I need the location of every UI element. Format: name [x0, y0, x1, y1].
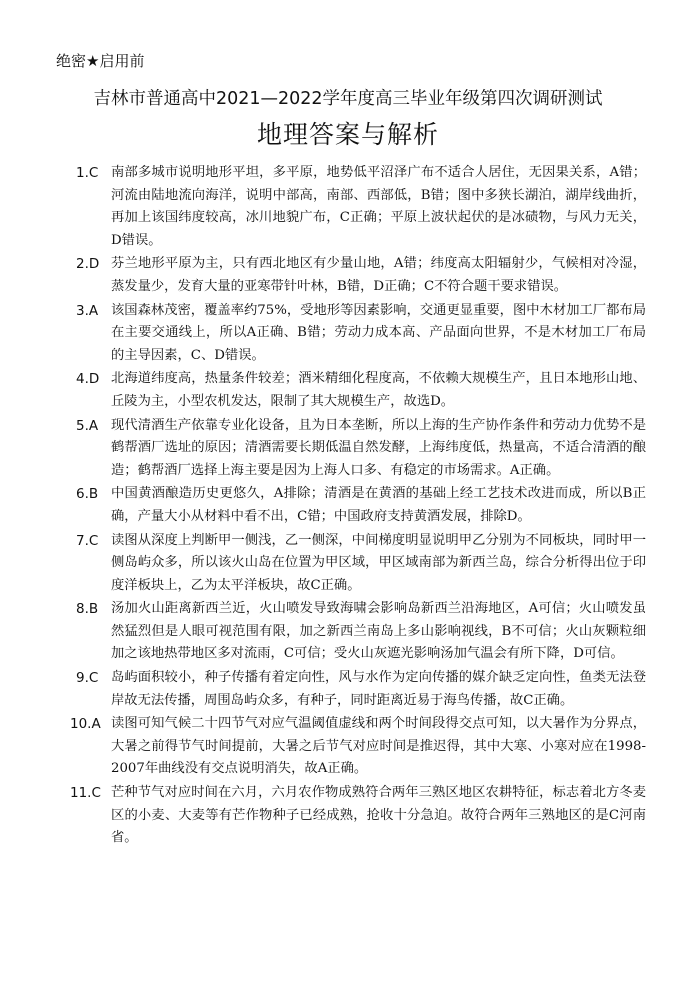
answer-choice: D: [88, 371, 100, 388]
answer-number: 2.D: [76, 256, 100, 273]
answer-choice: C: [91, 785, 101, 802]
answer-explanation: 芬兰地形平原为主，只有西北地区有少量山地，A错；纬度高太阳辐射少，气候相对冷湿，蒸发量少，发育大量的亚寒带针叶林，B错，D正确；C不符合题干要求错误。: [111, 256, 646, 294]
answer-number: 10.A: [70, 716, 101, 733]
answer-choice: B: [88, 601, 99, 618]
answer-number: 7.C: [76, 532, 99, 549]
answer-item-1: [76, 162, 646, 252]
answer-explanation: 汤加火山距离新西兰近，火山喷发导致海啸会影响岛新西兰沿海地区，A可信；火山喷发虽然猛烈但是人眼可视范围有限，加之新西兰南岛上多山影响视线，B不可信；火山灰颗粒细加之该地热带地区多对流雨，C可信；受火山灰遮光影响汤加气温会有所下降，D可信。: [111, 601, 646, 662]
answer-number: 9.C: [76, 670, 99, 687]
document-title: 地理答案与解析: [256, 120, 439, 149]
answer-number: 3.A: [76, 302, 99, 319]
answer-explanation: 北海道纬度高，热量条件较差；酒米精细化程度高，不依赖大规模生产，且日本地形山地、丘陵为主，小型农机发达，限制了其大规模生产，故选D。: [111, 371, 646, 409]
answer-explanation: 岛屿面积较小，种子传播有着定向性，风与水作为定向传播的媒介缺乏定向性，鱼类无法登岸故无法传播，周围岛屿众多，有种子，同时距离近易于海鸟传播，故C正确。: [111, 670, 646, 708]
answer-number: 6.B: [76, 486, 99, 503]
answer-choice: B: [88, 486, 99, 503]
answer-item-6: [76, 483, 646, 528]
answer-choice: C: [88, 532, 99, 549]
answer-item-2: [76, 253, 646, 298]
answer-list: [70, 162, 646, 851]
confidential-label: 绝密★启用前: [56, 52, 145, 70]
answer-choice: A: [91, 716, 101, 733]
answer-choice: D: [88, 256, 100, 273]
answer-number: 11.C: [70, 785, 101, 802]
answer-choice: A: [88, 302, 99, 319]
answer-explanation: 该国森林茂密，覆盖率约75%，受地形等因素影响，交通更显重要，图中木材加工厂都布局在主要交通线上，所以A正确、B错；劳动力成本高、产品面向世界，不是木材加工厂布局的主导因素，C、D错误。: [111, 302, 646, 363]
answer-item-8: [76, 598, 646, 666]
answer-item-10: [70, 713, 646, 781]
answer-item-5: [76, 415, 646, 483]
answer-explanation: 南部多城市说明地形平坦，多平原，地势低平沼泽广布不适合人居住，无因果关系，A错；河流由陆地流向海洋，说明中部高，南部、西部低，B错；图中多狭长湖泊，湖岸线曲折，再加上该国纬度较高，冰川地貌广布，C正确；平原上波状起伏的是冰碛物，与风力无关，D错误。: [111, 165, 646, 248]
answer-explanation: 读图可知气候二十四节气对应气温阈值虚线和两个时间段得交点可知，以大暑作为分界点，大暑之前得节气时间提前，大暑之后节气对应时间是推迟得，其中大寒、小寒对应在1998-2007年曲线没有交点说明消失，故A正确。: [111, 716, 646, 777]
answer-choice: C: [88, 165, 99, 181]
answer-item-4: [76, 368, 646, 413]
answer-explanation: 芒种节气对应时间在六月，六月农作物成熟符合两年三熟区地区农耕特征，标志着北方冬麦区的小麦、大麦等有芒作物种子已经成熟，抢收十分急迫。故符合两年三熟地区的是C河南省。: [111, 785, 646, 846]
answer-explanation: 读图从深度上判断甲一侧浅，乙一侧深，中间梯度明显说明甲乙分别为不同板块，同时甲一侧岛屿众多，所以该火山岛在位置为甲区域，甲区域南部为新西兰岛，综合分析得出位于印度洋板块上，乙为太平洋板块，故C正确。: [111, 532, 646, 593]
answer-item-11: [70, 782, 646, 850]
answer-item-3: [76, 300, 646, 368]
answer-item-7: [76, 530, 646, 598]
answer-explanation: 现代清酒生产依靠专业化设备，且为日本垄断，所以上海的生产协作条件和劳动力优势不是鹤帮酒厂选址的原因；清酒需要长期低温自然发酵，上海纬度低，热量高，不适合清酒的酿造；鹤帮酒厂选择上海主要是因为上海人口多、有稳定的市场需求。A正确。: [111, 417, 646, 478]
answer-item-9: [76, 667, 646, 712]
answer-choice: C: [88, 670, 99, 687]
exam-title: 吉林市普通高中2021—2022学年度高三毕业年级第四次调研测试: [93, 89, 603, 109]
answer-number: 1.C: [76, 165, 99, 181]
answer-number: 4.D: [76, 371, 100, 388]
answer-explanation: 中国黄酒酿造历史更悠久，A排除；清酒是在黄酒的基础上经工艺技术改进而成，所以B正确，产量大小从材料中看不出，C错；中国政府支持黄酒发展，排除D。: [111, 486, 646, 524]
answer-number: 5.A: [76, 417, 99, 434]
answer-choice: A: [88, 417, 99, 434]
answer-number: 8.B: [76, 601, 99, 618]
